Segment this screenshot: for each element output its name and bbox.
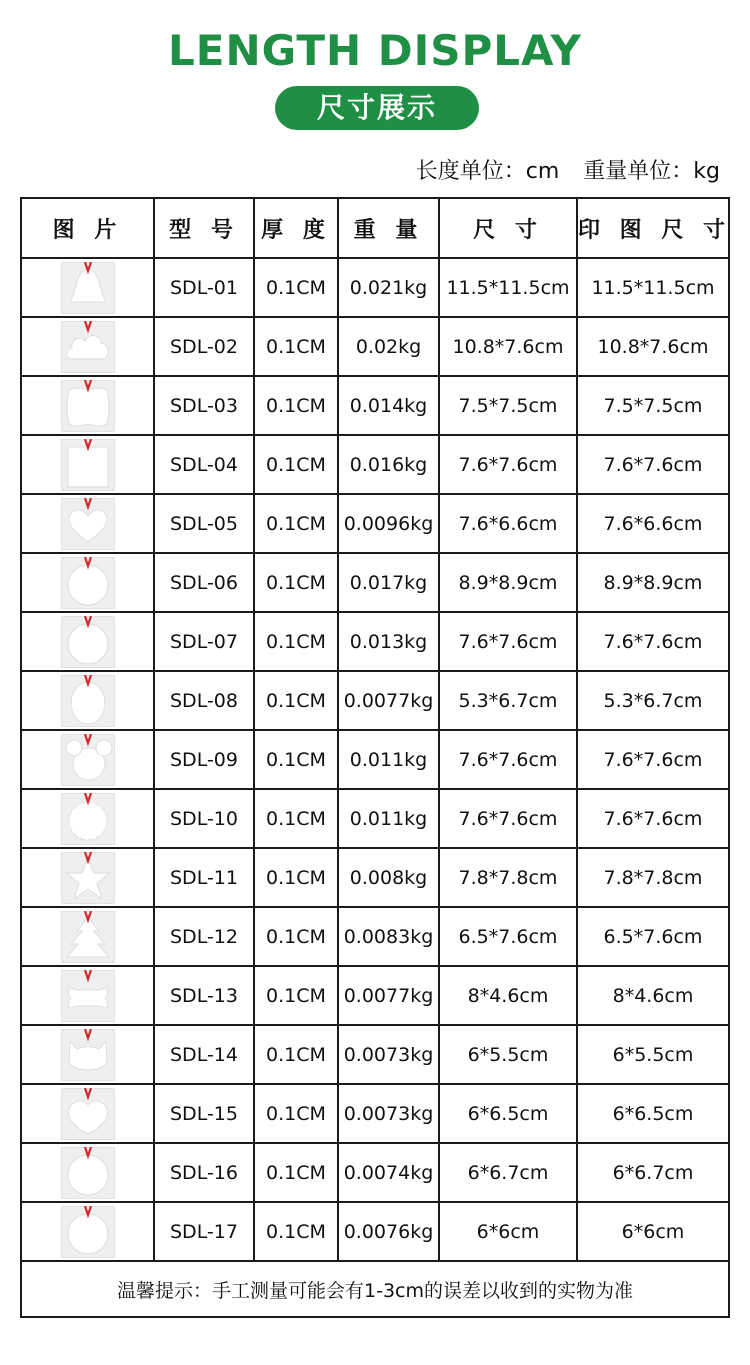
model-cell: SDL-04: [154, 435, 254, 494]
oval-icon: [61, 675, 115, 727]
print-size-cell: 11.5*11.5cm: [577, 258, 729, 317]
model-cell: SDL-02: [154, 317, 254, 376]
size-cell: 6*6.7cm: [439, 1143, 577, 1202]
size-cell: 6.5*7.6cm: [439, 907, 577, 966]
scalloped-square-icon: [61, 380, 115, 432]
thickness-cell: 0.1CM: [254, 317, 338, 376]
thickness-cell: 0.1CM: [254, 612, 338, 671]
product-image-cell: [21, 1084, 154, 1143]
table-row: [21, 789, 729, 848]
table-row: [21, 671, 729, 730]
product-image-cell: [21, 907, 154, 966]
model-cell: SDL-09: [154, 730, 254, 789]
table-row: [21, 494, 729, 553]
weight-cell: 0.017kg: [338, 553, 439, 612]
model-cell: SDL-05: [154, 494, 254, 553]
thickness-cell: 0.1CM: [254, 1084, 338, 1143]
note-text: 温馨提示：手工测量可能会有1-3cm的误差以收到的实物为准: [21, 1261, 729, 1317]
table-row: [21, 1084, 729, 1143]
weight-cell: 0.0073kg: [338, 1084, 439, 1143]
heart-round-icon: [61, 1088, 115, 1140]
weight-unit-label: 重量单位：kg: [583, 159, 720, 184]
table-row: [21, 907, 729, 966]
product-image-cell: [21, 1143, 154, 1202]
product-image-cell: [21, 612, 154, 671]
thickness-cell: 0.1CM: [254, 730, 338, 789]
bell-icon: [61, 262, 115, 314]
product-image-cell: [21, 494, 154, 553]
model-cell: SDL-16: [154, 1143, 254, 1202]
model-cell: SDL-13: [154, 966, 254, 1025]
weight-cell: 0.0073kg: [338, 1025, 439, 1084]
circle-icon: [61, 1206, 115, 1258]
thickness-cell: 0.1CM: [254, 435, 338, 494]
weight-cell: 0.0096kg: [338, 494, 439, 553]
product-image-cell: [21, 258, 154, 317]
print-size-cell: 8.9*8.9cm: [577, 553, 729, 612]
tree-icon: [61, 911, 115, 963]
model-cell: SDL-12: [154, 907, 254, 966]
product-image-cell: [21, 966, 154, 1025]
length-unit-label: 长度单位：cm: [415, 159, 560, 184]
thickness-cell: 0.1CM: [254, 671, 338, 730]
weight-cell: 0.02kg: [338, 317, 439, 376]
thickness-cell: 0.1CM: [254, 1143, 338, 1202]
model-cell: SDL-17: [154, 1202, 254, 1261]
thickness-cell: 0.1CM: [254, 966, 338, 1025]
thickness-cell: 0.1CM: [254, 1202, 338, 1261]
product-image-cell: [21, 671, 154, 730]
table-row: [21, 317, 729, 376]
header-weight: 重 量: [338, 198, 439, 258]
model-cell: SDL-03: [154, 376, 254, 435]
header-print-size: 印 图 尺 寸: [577, 198, 729, 258]
model-cell: SDL-01: [154, 258, 254, 317]
product-image-cell: [21, 376, 154, 435]
heart-icon: [61, 498, 115, 550]
print-size-cell: 6*6.7cm: [577, 1143, 729, 1202]
thickness-cell: 0.1CM: [254, 907, 338, 966]
table-row: [21, 435, 729, 494]
print-size-cell: 6*6.5cm: [577, 1084, 729, 1143]
header-thickness: 厚 度: [254, 198, 338, 258]
weight-cell: 0.011kg: [338, 730, 439, 789]
circle-icon: [61, 557, 115, 609]
print-size-cell: 10.8*7.6cm: [577, 317, 729, 376]
weight-cell: 0.0074kg: [338, 1143, 439, 1202]
table-row: [21, 848, 729, 907]
print-size-cell: 5.3*6.7cm: [577, 671, 729, 730]
weight-cell: 0.0077kg: [338, 671, 439, 730]
table-header-row: [21, 198, 729, 258]
product-image-cell: [21, 1025, 154, 1084]
table-body: [21, 258, 729, 1261]
size-cell: 8.9*8.9cm: [439, 553, 577, 612]
size-cell: 6*6cm: [439, 1202, 577, 1261]
size-cell: 7.6*7.6cm: [439, 789, 577, 848]
thickness-cell: 0.1CM: [254, 494, 338, 553]
product-image-cell: [21, 730, 154, 789]
star-icon: [61, 852, 115, 904]
weight-cell: 0.011kg: [338, 789, 439, 848]
thickness-cell: 0.1CM: [254, 376, 338, 435]
cat-head-icon: [61, 1029, 115, 1081]
size-cell: 7.6*7.6cm: [439, 730, 577, 789]
thickness-cell: 0.1CM: [254, 789, 338, 848]
header-image: 图 片: [21, 198, 154, 258]
size-cell: 6*6.5cm: [439, 1084, 577, 1143]
print-size-cell: 7.6*7.6cm: [577, 789, 729, 848]
weight-cell: 0.0083kg: [338, 907, 439, 966]
model-cell: SDL-06: [154, 553, 254, 612]
table-row: [21, 966, 729, 1025]
product-image-cell: [21, 317, 154, 376]
print-size-cell: 7.6*6.6cm: [577, 494, 729, 553]
circle-icon: [61, 1147, 115, 1199]
size-cell: 7.6*6.6cm: [439, 494, 577, 553]
weight-cell: 0.021kg: [338, 258, 439, 317]
table-row: [21, 258, 729, 317]
table-row: [21, 553, 729, 612]
product-image-cell: [21, 553, 154, 612]
print-size-cell: 7.6*7.6cm: [577, 612, 729, 671]
square-icon: [61, 439, 115, 491]
flower-icon: [61, 793, 115, 845]
print-size-cell: 6.5*7.6cm: [577, 907, 729, 966]
print-size-cell: 6*6cm: [577, 1202, 729, 1261]
weight-cell: 0.014kg: [338, 376, 439, 435]
size-cell: 6*5.5cm: [439, 1025, 577, 1084]
thickness-cell: 0.1CM: [254, 1025, 338, 1084]
table-row: [21, 1025, 729, 1084]
size-cell: 7.5*7.5cm: [439, 376, 577, 435]
print-size-cell: 8*4.6cm: [577, 966, 729, 1025]
bone-icon: [61, 970, 115, 1022]
size-cell: 8*4.6cm: [439, 966, 577, 1025]
subtitle-badge: 尺寸展示: [275, 86, 479, 130]
model-cell: SDL-07: [154, 612, 254, 671]
page-title: LENGTH DISPLAY: [168, 26, 582, 75]
units-line: [416, 154, 720, 185]
table-row: [21, 1143, 729, 1202]
note-row: [21, 1261, 729, 1317]
product-image-cell: [21, 789, 154, 848]
product-image-cell: [21, 435, 154, 494]
model-cell: SDL-15: [154, 1084, 254, 1143]
table-row: [21, 376, 729, 435]
product-image-cell: [21, 848, 154, 907]
weight-cell: 0.0077kg: [338, 966, 439, 1025]
print-size-cell: 7.6*7.6cm: [577, 730, 729, 789]
model-cell: SDL-11: [154, 848, 254, 907]
table-row: [21, 730, 729, 789]
model-cell: SDL-10: [154, 789, 254, 848]
header-size: 尺 寸: [439, 198, 577, 258]
thickness-cell: 0.1CM: [254, 848, 338, 907]
mouse-head-icon: [61, 734, 115, 786]
size-cell: 10.8*7.6cm: [439, 317, 577, 376]
table-row: [21, 1202, 729, 1261]
size-cell: 7.8*7.8cm: [439, 848, 577, 907]
circle-icon: [61, 616, 115, 668]
size-cell: 7.6*7.6cm: [439, 612, 577, 671]
size-cell: 11.5*11.5cm: [439, 258, 577, 317]
print-size-cell: 7.5*7.5cm: [577, 376, 729, 435]
print-size-cell: 6*5.5cm: [577, 1025, 729, 1084]
product-image-cell: [21, 1202, 154, 1261]
weight-cell: 0.008kg: [338, 848, 439, 907]
thickness-cell: 0.1CM: [254, 258, 338, 317]
model-cell: SDL-08: [154, 671, 254, 730]
table-row: [21, 612, 729, 671]
spec-table: [20, 197, 730, 1318]
thickness-cell: 0.1CM: [254, 553, 338, 612]
size-cell: 7.6*7.6cm: [439, 435, 577, 494]
size-cell: 5.3*6.7cm: [439, 671, 577, 730]
print-size-cell: 7.8*7.8cm: [577, 848, 729, 907]
header-model: 型 号: [154, 198, 254, 258]
weight-cell: 0.013kg: [338, 612, 439, 671]
weight-cell: 0.016kg: [338, 435, 439, 494]
weight-cell: 0.0076kg: [338, 1202, 439, 1261]
print-size-cell: 7.6*7.6cm: [577, 435, 729, 494]
model-cell: SDL-14: [154, 1025, 254, 1084]
cloud-icon: [61, 321, 115, 373]
